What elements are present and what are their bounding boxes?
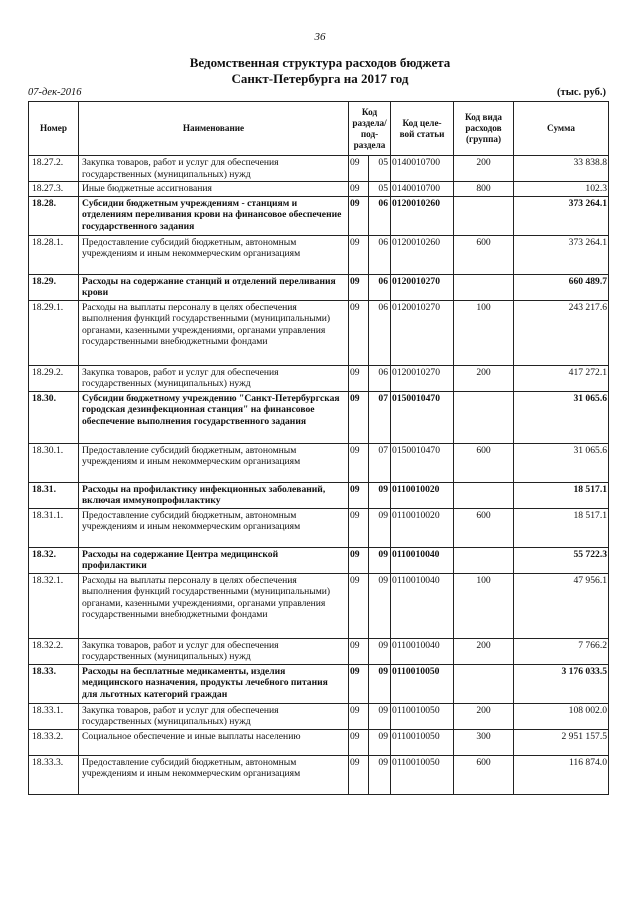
row-target-code: 0110010050 <box>391 664 454 703</box>
table-row <box>29 300 609 365</box>
row-podrazdel: 09 <box>369 703 391 729</box>
row-razdel: 09 <box>349 300 369 365</box>
row-razdel: 09 <box>349 547 369 573</box>
row-target-code: 0120010270 <box>391 300 454 365</box>
title-line-2: Санкт-Петербурга на 2017 год <box>231 71 409 86</box>
row-podrazdel: 06 <box>369 196 391 235</box>
row-expense-type: 200 <box>454 365 514 391</box>
table-row <box>29 703 609 729</box>
row-expense-type: 800 <box>454 182 514 197</box>
row-expense-type <box>454 391 514 443</box>
table-row <box>29 664 609 703</box>
row-podrazdel: 09 <box>369 508 391 547</box>
row-name: Закупка товаров, работ и услуг для обеспечения государственных (муниципальных) нужд <box>79 365 349 391</box>
row-target-code: 0110010040 <box>391 547 454 573</box>
page-number: 36 <box>314 31 326 43</box>
row-number: 18.33.2. <box>29 729 79 755</box>
row-name: Расходы на содержание Центра медицинской профилактики <box>79 547 349 573</box>
row-sum: 417 272.1 <box>514 365 609 391</box>
row-expense-type <box>454 482 514 508</box>
row-name: Расходы на содержание станций и отделений переливания крови <box>79 274 349 300</box>
row-number: 18.28. <box>29 196 79 235</box>
table-row <box>29 274 609 300</box>
row-number: 18.33. <box>29 664 79 703</box>
table-row <box>29 638 609 664</box>
row-name: Закупка товаров, работ и услуг для обеспечения государственных (муниципальных) нужд <box>79 156 349 182</box>
table-row <box>29 391 609 443</box>
row-sum: 18 517.1 <box>514 508 609 547</box>
row-sum: 47 956.1 <box>514 573 609 638</box>
row-number: 18.28.1. <box>29 235 79 274</box>
row-podrazdel: 06 <box>369 365 391 391</box>
row-sum: 31 065.6 <box>514 391 609 443</box>
column-header-number: Номер <box>29 102 79 156</box>
title-line-1: Ведомственная структура расходов бюджета <box>189 55 451 70</box>
row-expense-type <box>454 274 514 300</box>
row-sum: 7 766.2 <box>514 638 609 664</box>
table-header-row <box>29 102 609 156</box>
row-razdel: 09 <box>349 508 369 547</box>
row-podrazdel: 09 <box>369 638 391 664</box>
row-target-code: 0110010050 <box>391 703 454 729</box>
row-number: 18.33.3. <box>29 755 79 794</box>
row-podrazdel: 09 <box>369 482 391 508</box>
table-row <box>29 235 609 274</box>
budget-table <box>28 101 609 795</box>
row-expense-type <box>454 196 514 235</box>
row-razdel: 09 <box>349 235 369 274</box>
row-podrazdel: 06 <box>369 235 391 274</box>
row-razdel: 09 <box>349 391 369 443</box>
row-target-code: 0110010050 <box>391 755 454 794</box>
row-number: 18.30.1. <box>29 443 79 482</box>
table-row <box>29 365 609 391</box>
row-number: 18.33.1. <box>29 703 79 729</box>
row-target-code: 0120010260 <box>391 196 454 235</box>
row-expense-type <box>454 547 514 573</box>
document-date: 07-дек-2016 <box>28 87 82 98</box>
table-row <box>29 573 609 638</box>
row-razdel: 09 <box>349 638 369 664</box>
row-sum: 660 489.7 <box>514 274 609 300</box>
row-expense-type: 300 <box>454 729 514 755</box>
units-label: (тыс. руб.) <box>557 87 606 98</box>
row-name: Предоставление субсидий бюджетным, автономным учреждениям и иным некоммерческим организациям <box>79 508 349 547</box>
row-name: Субсидии бюджетному учреждению "Санкт-Петербургская городская дезинфекционная станция" на финансовое обеспечение выполнения государственного задания <box>79 391 349 443</box>
row-razdel: 09 <box>349 156 369 182</box>
table-row <box>29 156 609 182</box>
row-target-code: 0110010020 <box>391 482 454 508</box>
row-podrazdel: 09 <box>369 573 391 638</box>
column-header-name: Наименование <box>79 102 349 156</box>
row-sum: 55 722.3 <box>514 547 609 573</box>
row-name: Расходы на бесплатные медикаменты, изделия медицинского назначения, продукты лечебного питания для льготных категорий граждан <box>79 664 349 703</box>
column-header-expense-type: Код вида расходов (группа) <box>454 102 514 156</box>
row-sum: 31 065.6 <box>514 443 609 482</box>
table-row <box>29 196 609 235</box>
row-number: 18.29.2. <box>29 365 79 391</box>
row-sum: 243 217.6 <box>514 300 609 365</box>
row-name: Расходы на выплаты персоналу в целях обеспечения выполнения функций государственными (муниципальными) органами, казенными учреждениями, органами управления государственными внебюджетными фондами <box>79 300 349 365</box>
table-row <box>29 482 609 508</box>
row-podrazdel: 09 <box>369 664 391 703</box>
row-sum: 373 264.1 <box>514 235 609 274</box>
row-podrazdel: 09 <box>369 729 391 755</box>
row-razdel: 09 <box>349 365 369 391</box>
row-podrazdel: 07 <box>369 391 391 443</box>
row-razdel: 09 <box>349 482 369 508</box>
column-header-target: Код целе- вой статьи <box>391 102 454 156</box>
row-podrazdel: 09 <box>369 547 391 573</box>
column-header-section: Код раздела/ под- раздела <box>349 102 391 156</box>
table-row <box>29 547 609 573</box>
table-row <box>29 182 609 197</box>
row-target-code: 0120010270 <box>391 274 454 300</box>
row-target-code: 0140010700 <box>391 182 454 197</box>
row-podrazdel: 06 <box>369 274 391 300</box>
row-number: 18.27.3. <box>29 182 79 197</box>
row-expense-type: 200 <box>454 703 514 729</box>
row-name: Расходы на выплаты персоналу в целях обеспечения выполнения функций государственными (муниципальными) органами, казенными учреждениями, органами управления государственными внебюджетными фондами <box>79 573 349 638</box>
column-header-sum: Сумма <box>514 102 609 156</box>
row-number: 18.31.1. <box>29 508 79 547</box>
row-name: Закупка товаров, работ и услуг для обеспечения государственных (муниципальных) нужд <box>79 638 349 664</box>
table-row <box>29 729 609 755</box>
row-name: Закупка товаров, работ и услуг для обеспечения государственных (муниципальных) нужд <box>79 703 349 729</box>
row-target-code: 0120010270 <box>391 365 454 391</box>
row-target-code: 0150010470 <box>391 391 454 443</box>
row-razdel: 09 <box>349 703 369 729</box>
row-number: 18.30. <box>29 391 79 443</box>
table-row <box>29 508 609 547</box>
row-number: 18.29.1. <box>29 300 79 365</box>
row-target-code: 0150010470 <box>391 443 454 482</box>
row-sum: 102.3 <box>514 182 609 197</box>
row-razdel: 09 <box>349 443 369 482</box>
row-razdel: 09 <box>349 729 369 755</box>
row-expense-type: 200 <box>454 638 514 664</box>
row-razdel: 09 <box>349 196 369 235</box>
row-name: Субсидии бюджетным учреждениям - станциям и отделениям переливания крови на финансовое обеспечение государственного задания <box>79 196 349 235</box>
row-number: 18.27.2. <box>29 156 79 182</box>
row-razdel: 09 <box>349 182 369 197</box>
row-name: Предоставление субсидий бюджетным, автономным учреждениям и иным некоммерческим организациям <box>79 755 349 794</box>
row-number: 18.29. <box>29 274 79 300</box>
document-title <box>0 55 640 87</box>
row-podrazdel: 07 <box>369 443 391 482</box>
row-target-code: 0110010040 <box>391 638 454 664</box>
row-expense-type: 600 <box>454 755 514 794</box>
row-number: 18.32.2. <box>29 638 79 664</box>
row-razdel: 09 <box>349 755 369 794</box>
row-number: 18.32. <box>29 547 79 573</box>
row-expense-type: 100 <box>454 300 514 365</box>
row-podrazdel: 06 <box>369 300 391 365</box>
table-row <box>29 755 609 794</box>
row-sum: 33 838.8 <box>514 156 609 182</box>
row-expense-type: 200 <box>454 156 514 182</box>
row-podrazdel: 09 <box>369 755 391 794</box>
row-target-code: 0120010260 <box>391 235 454 274</box>
row-name: Иные бюджетные ассигнования <box>79 182 349 197</box>
row-target-code: 0110010040 <box>391 573 454 638</box>
row-sum: 2 951 157.5 <box>514 729 609 755</box>
row-expense-type <box>454 664 514 703</box>
row-expense-type: 600 <box>454 235 514 274</box>
row-name: Расходы на профилактику инфекционных заболеваний, включая иммунопрофилактику <box>79 482 349 508</box>
row-sum: 108 002.0 <box>514 703 609 729</box>
row-target-code: 0110010020 <box>391 508 454 547</box>
row-razdel: 09 <box>349 573 369 638</box>
row-razdel: 09 <box>349 274 369 300</box>
row-name: Предоставление субсидий бюджетным, автономным учреждениям и иным некоммерческим организациям <box>79 443 349 482</box>
row-expense-type: 600 <box>454 443 514 482</box>
row-sum: 3 176 033.5 <box>514 664 609 703</box>
row-podrazdel: 05 <box>369 156 391 182</box>
row-number: 18.32.1. <box>29 573 79 638</box>
row-target-code: 0110010050 <box>391 729 454 755</box>
row-podrazdel: 05 <box>369 182 391 197</box>
row-expense-type: 600 <box>454 508 514 547</box>
row-target-code: 0140010700 <box>391 156 454 182</box>
row-name: Социальное обеспечение и иные выплаты населению <box>79 729 349 755</box>
row-expense-type: 100 <box>454 573 514 638</box>
table-row <box>29 443 609 482</box>
row-sum: 116 874.0 <box>514 755 609 794</box>
row-name: Предоставление субсидий бюджетным, автономным учреждениям и иным некоммерческим организациям <box>79 235 349 274</box>
row-number: 18.31. <box>29 482 79 508</box>
row-sum: 373 264.1 <box>514 196 609 235</box>
row-sum: 18 517.1 <box>514 482 609 508</box>
row-razdel: 09 <box>349 664 369 703</box>
